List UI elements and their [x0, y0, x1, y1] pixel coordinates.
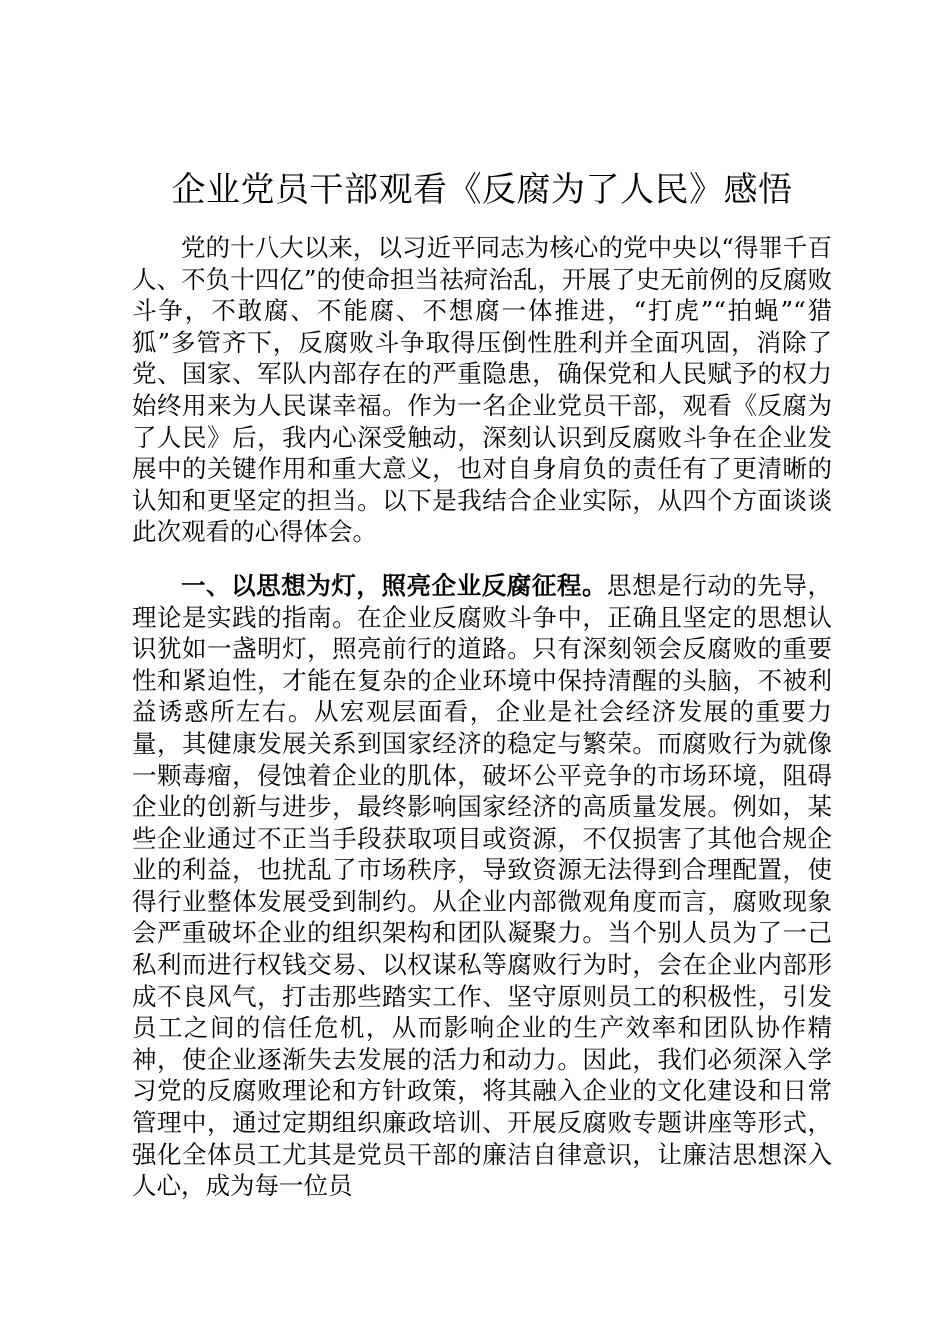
section-1-paragraph — [132, 570, 832, 1202]
intro-paragraph: 党的十八大以来，以习近平同志为核心的党中央以“得罪千百人、不负十四亿”的使命担当祛疴治乱，开展了史无前例的反腐败斗争，不敢腐、不能腐、不想腐一体推进，“打虎”“拍蝇”“猎狐”多管齐下，反腐败斗争取得压倒性胜利并全面巩固，消除了党、国家、军队内部存在的严重隐患，确保党和人民赋予的权力始终用来为人民谋幸福。作为一名企业党员干部，观看《反腐为了人民》后，我内心深受触动，深刻认识到反腐败斗争在企业发展中的关键作用和重大意义，也对自身肩负的责任有了更清晰的认知和更坚定的担当。以下是我结合企业实际，从四个方面谈谈此次观看的心得体会。 — [132, 233, 832, 547]
document-title: 企业党员干部观看《反腐为了人民》感悟 — [171, 170, 793, 210]
document-page — [132, 168, 832, 1202]
section-1-body: 思想是行动的先导，理论是实践的指南。在企业反腐败斗争中，正确且坚定的思想认识犹如一盏明灯，照亮前行的道路。只有深刻领会反腐败的重要性和紧迫性，才能在复杂的企业环境中保持清醒的头脑，不被利益诱惑所左右。从宏观层面看，企业是社会经济发展的重要力量，其健康发展关系到国家经济的稳定与繁荣。而腐败行为就像一颗毒瘤，侵蚀着企业的肌体，破坏公平竞争的市场环境，阻碍企业的创新与进步，最终影响国家经济的高质量发展。例如，某些企业通过不正当手段获取项目或资源，不仅损害了其他合规企业的利益，也扰乱了市场秩序，导致资源无法得到合理配置，使得行业整体发展受到制约。从企业内部微观角度而言，腐败现象会严重破坏企业的组织架构和团队凝聚力。当个别人员为了一己私利而进行权钱交易、以权谋私等腐败行为时，会在企业内部形成不良风气，打击那些踏实工作、坚守原则员工的积极性，引发员工之间的信任危机，从而影响企业的生产效率和团队协作精神，使企业逐渐失去发展的活力和动力。因此，我们必须深入学习党的反腐败理论和方针政策，将其融入企业的文化建设和日常管理中，通过定期组织廉政培训、开展反腐败专题讲座等形式，强化全体员工尤其是党员干部的廉洁自律意识，让廉洁思想深入人心，成为每一位员 — [132, 570, 833, 1201]
section-1-heading: 一、以思想为灯，照亮企业反腐征程。 — [181, 570, 608, 600]
